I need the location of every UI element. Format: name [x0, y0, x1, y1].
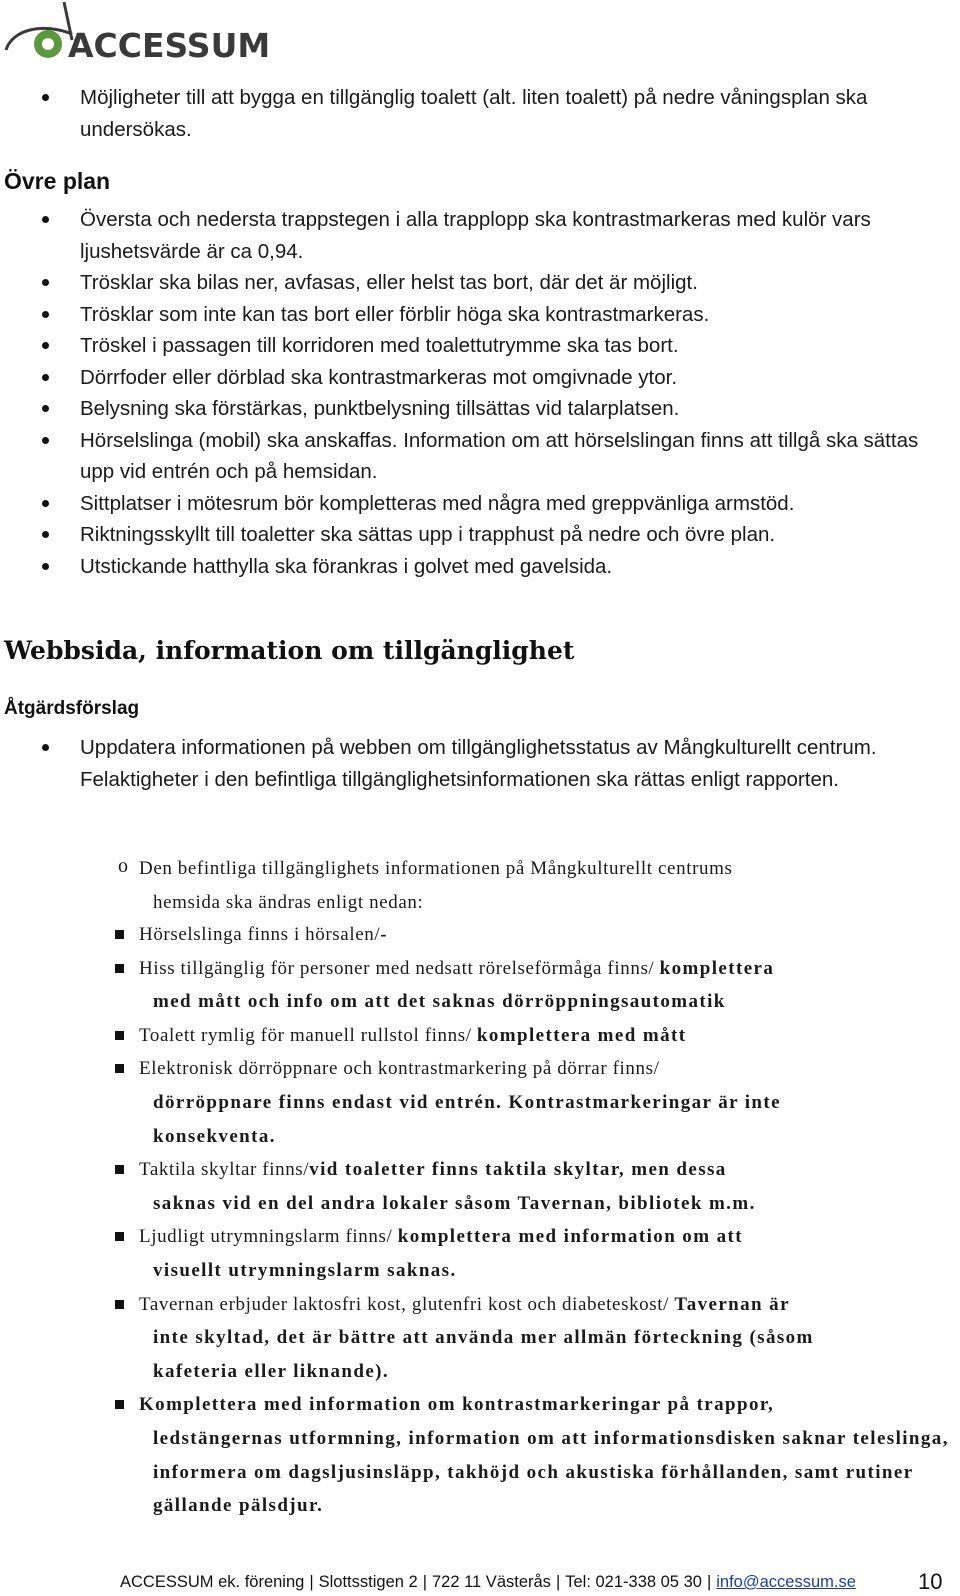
item-bold-continuation: med mått och info om att det saknas dörröppningsautomatik — [153, 991, 726, 1013]
list-item: Trösklar som inte kan tas bort eller förblir höga ska kontrastmarkeras. — [0, 299, 950, 331]
item-bold: komplettera — [659, 957, 775, 979]
list-item: Dörrfoder eller dörblad ska kontrastmarkeras mot omgivnade ytor. — [0, 362, 950, 394]
page-footer: ACCESSUM ek. förening | Slottsstigen 2 | 722 11 Västerås | Tel: 021-338 05 30 | info@accessum.se — [120, 1573, 856, 1591]
list-item — [0, 1019, 950, 1053]
ovre-plan-list — [0, 204, 950, 582]
item-text: Hiss tillgänglig för personer med nedsatt rörelseförmåga finns/ — [139, 957, 660, 979]
intro-line: Den befintliga tillgänglighets informationen på Mångkulturellt centrums — [139, 858, 733, 879]
item-bold: komplettera med mått — [476, 1024, 687, 1046]
list-item: Hörselslinga (mobil) ska anskaffas. Information om att hörselslingan finns att tillgå ska sättas upp vid entrén och på hemsidan. — [0, 425, 950, 488]
item-bold: - — [380, 924, 388, 945]
item-bold-continuation: inte skyltad, det är bättre att använda mer allmän förteckning (såsom kafeteria eller liknande). — [153, 1327, 814, 1382]
accessum-logo — [2, 0, 271, 70]
subheading-atgardsforslag: Åtgärdsförslag — [4, 698, 140, 719]
item-bold-continuation: dörröppnare finns endast vid entrén. Kontrastmarkeringar är inte konsekventa. — [153, 1091, 781, 1147]
list-item: Sittplatser i mötesrum bör kompletteras med några med greppvänliga armstöd. — [0, 488, 950, 520]
list-item: Tröskel i passagen till korridoren med toalettutrymme ska tas bort. — [0, 330, 950, 362]
item-bold-continuation: visuellt utrymningslarm saknas. — [153, 1259, 457, 1281]
list-item — [0, 1388, 950, 1522]
list-item: Översta och nedersta trappstegen i alla trapplopp ska kontrastmarkeras med kulör vars ljushetsvärde är ca 0,94. — [0, 204, 950, 267]
webbsida-list — [0, 732, 950, 795]
list-item — [0, 1220, 950, 1287]
square-bullet-list — [0, 918, 950, 1523]
list-item: Riktningsskyllt till toaletter ska sättas upp i trapphust på nedre och övre plan. — [0, 519, 950, 551]
item-bold: Komplettera med information om kontrastmarkeringar på trappor, — [139, 1394, 775, 1416]
list-item — [0, 918, 950, 952]
list-item: Trösklar ska bilas ner, avfasas, eller helst tas bort, där det är möjligt. — [0, 267, 950, 299]
list-item: Uppdatera informationen på webben om tillgänglighetsstatus av Mångkulturellt centrum. Felaktigheter i den befintliga tillgänglighetsinformationen ska rättas enligt rapporten. — [0, 732, 950, 795]
logo-wordmark: ACCESSUM — [68, 26, 271, 65]
list-item: Möjligheter till att bygga en tillgänglig toalett (alt. liten toalett) på nedre våningsplan ska undersökas. — [0, 82, 950, 145]
section-heading-ovre-plan: Övre plan — [4, 168, 111, 194]
list-item — [0, 1052, 950, 1153]
footer-org: ACCESSUM ek. förening — [120, 1573, 305, 1591]
list-item — [0, 1288, 950, 1389]
item-bold: Tavernan är — [674, 1293, 790, 1315]
section-heading-webbsida: Webbsida, information om tillgänglighet — [4, 636, 575, 665]
page-number: 10 — [918, 1569, 943, 1594]
item-bold: vid toaletter finns taktila skyltar, men dessa — [309, 1159, 727, 1181]
item-text: Elektronisk dörröppnare och kontrastmarkering på dörrar finns/ — [139, 1058, 660, 1080]
footer-city: 722 11 Västerås — [431, 1573, 551, 1591]
sub-list-intro — [139, 852, 929, 920]
item-bold: komplettera med information om att — [397, 1226, 743, 1248]
item-text: Taktila skyltar finns/ — [139, 1159, 310, 1181]
list-item — [0, 952, 950, 1019]
footer-address: Slottsstigen 2 — [318, 1573, 418, 1591]
list-item — [0, 1153, 950, 1220]
item-text: Ljudligt utrymningslarm finns/ — [139, 1226, 398, 1248]
o-bullet-marker: o — [118, 855, 128, 877]
item-bold-continuation: saknas vid en del andra lokaler såsom Tavernan, bibliotek m.m. — [153, 1192, 756, 1214]
footer-tel: Tel: 021-338 05 30 — [565, 1573, 702, 1591]
intro-line: hemsida ska ändras enligt nedan: — [153, 892, 424, 913]
item-text: Hörselslinga finns i hörsalen/ — [139, 924, 381, 945]
list-item: Belysning ska förstärkas, punktbelysning tillsättas vid talarplatsen. — [0, 393, 950, 425]
list-item: Utstickande hatthylla ska förankras i golvet med gavelsida. — [0, 551, 950, 583]
item-bold-continuation: ledstängernas utformning, information om att informationsdisken saknar teleslinga, informera om dagsljusinsläpp, takhöjd och akustiska förhållanden, samt rutiner gällande pälsdjur. — [153, 1427, 949, 1517]
footer-email-link[interactable]: info@accessum.se — [716, 1573, 856, 1591]
top-bullet-list — [0, 82, 950, 145]
item-text: Toalett rymlig för manuell rullstol finns/ — [139, 1024, 477, 1046]
item-text: Tavernan erbjuder laktosfri kost, glutenfri kost och diabeteskost/ — [139, 1293, 675, 1315]
